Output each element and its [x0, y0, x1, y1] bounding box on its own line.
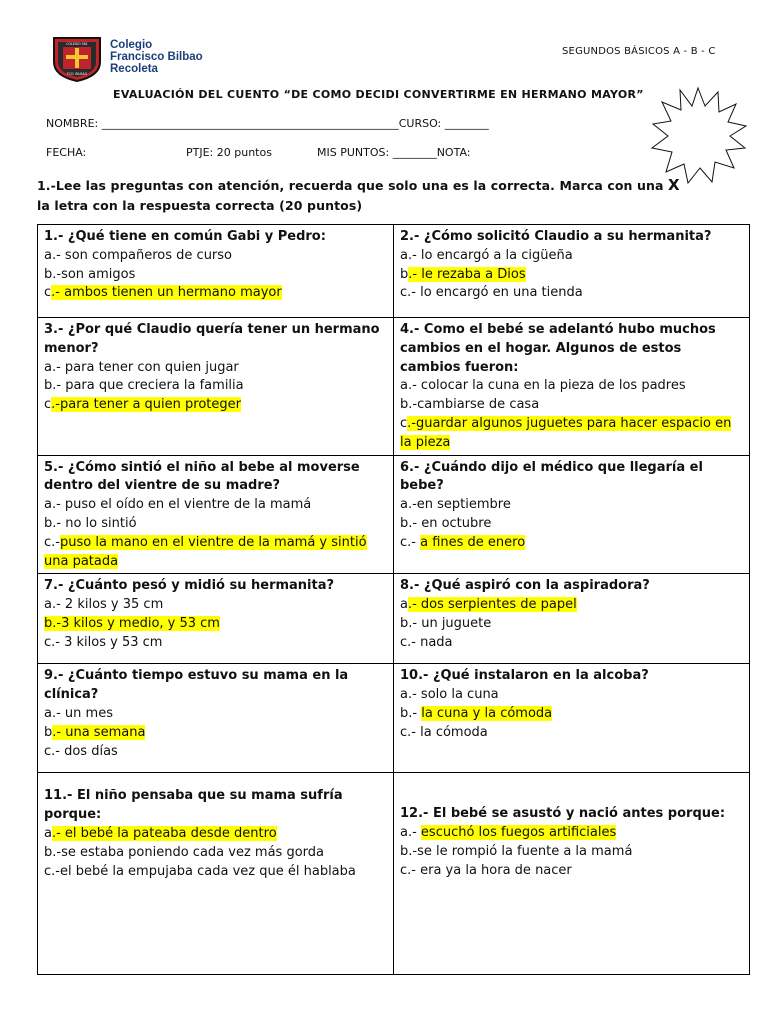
highlighted-answer: a fines de enero [420, 534, 526, 550]
question-text: 12.- El bebé se asustó y nació antes porque: [400, 806, 726, 822]
option-b[interactable]: b.- una semana [44, 724, 146, 740]
option-b[interactable]: b.- la cuna y la cómoda [400, 705, 553, 721]
school-name [110, 39, 203, 75]
question-text: 1.- ¿Qué tiene en común Gabi y Pedro: [44, 229, 326, 244]
option-c[interactable]: c.- ambos tienen un hermano mayor [44, 285, 282, 301]
instructions [37, 175, 737, 216]
logo-text-top: COLEGIO 581 [66, 42, 88, 46]
highlighted-answer: escuchó los fuegos artificiales [420, 825, 617, 841]
question-7 [38, 574, 394, 664]
option-a[interactable]: a.- el bebé la pateaba desde dentro [44, 825, 277, 841]
question-text: 2.- ¿Cómo solicitó Claudio a su hermanita? [400, 229, 712, 244]
option-c[interactable]: c.- era ya la hora de nacer [400, 862, 572, 878]
x-mark: X [667, 176, 680, 194]
option-a[interactable]: a.- dos serpientes de papel [400, 597, 577, 613]
option-b[interactable]: b.- en octubre [400, 515, 492, 531]
option-b[interactable]: b.-se le rompió la fuente a la mamá [400, 843, 633, 859]
highlighted-answer: b.-3 kilos y medio, y 53 cm [44, 615, 220, 631]
highlighted-answer: la cuna y la cómoda [421, 705, 553, 721]
question-6 [394, 455, 750, 574]
option-a[interactable]: a.- solo la cuna [400, 687, 499, 703]
school-line-3: Recoleta [110, 63, 158, 75]
question-3 [38, 318, 394, 456]
option-c[interactable]: c.-el bebé la empujaba cada vez que él hablaba [44, 863, 356, 879]
highlighted-answer: puso la mano en el vientre de la mamá y sintió una patada [44, 534, 367, 569]
highlighted-answer: .- una semana [52, 724, 146, 740]
question-10 [394, 664, 750, 773]
option-b[interactable]: b.- un juguete [400, 615, 492, 631]
question-text: 11.- El niño pensaba que su mama sufría porque: [44, 788, 343, 823]
option-c[interactable]: c.-puso la mano en el vientre de la mamá y sintió una patada [44, 534, 367, 569]
option-c[interactable]: c.- a fines de enero [400, 534, 526, 550]
instructions-text-b: la letra con la respuesta correcta (20 puntos) [37, 198, 363, 213]
mis-puntos-nota-line[interactable]: MIS PUNTOS: ________NOTA: [317, 146, 471, 159]
option-c[interactable]: c.- dos días [44, 743, 118, 759]
option-a[interactable]: a.- puso el oído en el vientre de la mamá [44, 497, 312, 513]
option-c[interactable]: c.- lo encargó en una tienda [400, 285, 583, 301]
fecha-label[interactable]: FECHA: [46, 146, 87, 159]
school-line-1: Colegio [110, 39, 153, 51]
option-a[interactable]: a.- lo encargó a la cigüeña [400, 247, 573, 263]
question-text: 10.- ¿Qué instalaron en la alcoba? [400, 668, 649, 684]
option-b[interactable]: b.- para que creciera la familia [44, 378, 244, 394]
option-a[interactable]: a.- un mes [44, 705, 113, 721]
question-text: 3.- ¿Por qué Claudio quería tener un hermano menor? [44, 322, 380, 356]
grade-star-icon [648, 86, 748, 186]
highlighted-answer: .- el bebé la pateaba desde dentro [51, 825, 277, 841]
option-c[interactable]: c.- nada [400, 634, 453, 650]
question-text: 9.- ¿Cuánto tiempo estuvo su mama en la clínica? [44, 668, 349, 703]
highlighted-answer: .-para tener a quien proteger [51, 397, 241, 413]
highlighted-answer: .- le rezaba a Dios [408, 266, 526, 282]
question-text: 6.- ¿Cuándo dijo el médico que llegaría el bebe? [400, 459, 703, 494]
question-12 [394, 773, 750, 975]
option-b[interactable]: b.- no lo sintió [44, 515, 137, 531]
option-b[interactable] [44, 615, 387, 634]
questions-table [37, 224, 750, 975]
question-8 [394, 574, 750, 664]
question-text: 4.- Como el bebé se adelantó hubo muchos cambios en el hogar. Algunos de estos cambios fueron: [400, 322, 716, 375]
nombre-curso-line[interactable]: NOMBRE: ______________________________________________________CURSO: ________ [46, 117, 489, 130]
option-b[interactable]: b.-son amigos [44, 266, 136, 282]
option-a[interactable]: a.- escuchó los fuegos artificiales [400, 825, 617, 841]
option-c[interactable]: c.-para tener a quien proteger [44, 397, 241, 413]
option-b[interactable]: b.-cambiarse de casa [400, 397, 540, 413]
option-c[interactable]: c.- 3 kilos y 53 cm [44, 634, 163, 650]
option-a[interactable]: a.- 2 kilos y 35 cm [44, 597, 164, 613]
question-text: 7.- ¿Cuánto pesó y midió su hermanita? [44, 578, 335, 594]
highlighted-answer: .- dos serpientes de papel [407, 597, 577, 613]
question-text: 5.- ¿Cómo sintió el niño al bebe al moverse dentro del vientre de su madre? [44, 459, 360, 494]
grades-label: SEGUNDOS BÁSICOS A - B - C [562, 46, 716, 57]
logo-text-bottom: FCO. BILBAO [66, 72, 88, 76]
option-b[interactable]: b.- le rezaba a Dios [400, 266, 526, 282]
question-9 [38, 664, 394, 773]
option-a[interactable]: a.- para tener con quien jugar [44, 359, 239, 375]
question-4 [394, 318, 750, 456]
page-title: EVALUACIÓN DEL CUENTO “DE COMO DECIDI CONVERTIRME EN HERMANO MAYOR” [113, 88, 644, 101]
school-line-2: Francisco Bilbao [110, 51, 203, 63]
question-2 [394, 225, 750, 318]
question-11 [38, 773, 394, 975]
instructions-text-a: 1.-Lee las preguntas con atención, recuerda que solo una es la correcta. Marca con una [37, 178, 668, 193]
highlighted-answer: .-guardar algunos juguetes para hacer espacio en la pieza [400, 415, 732, 450]
ptje-label: PTJE: 20 puntos [186, 146, 272, 159]
option-c[interactable]: c.- la cómoda [400, 724, 488, 740]
option-a[interactable]: a.-en septiembre [400, 497, 511, 513]
question-text: 8.- ¿Qué aspiró con la aspiradora? [400, 578, 650, 594]
question-1 [38, 225, 394, 318]
highlighted-answer: .- ambos tienen un hermano mayor [51, 285, 282, 301]
option-b[interactable]: b.-se estaba poniendo cada vez más gorda [44, 844, 324, 860]
question-5 [38, 455, 394, 574]
option-a[interactable]: a.- son compañeros de curso [44, 247, 232, 263]
option-c[interactable]: c.-guardar algunos juguetes para hacer espacio en la pieza [400, 415, 732, 450]
school-logo [52, 36, 102, 82]
option-a[interactable]: a.- colocar la cuna en la pieza de los padres [400, 378, 686, 394]
